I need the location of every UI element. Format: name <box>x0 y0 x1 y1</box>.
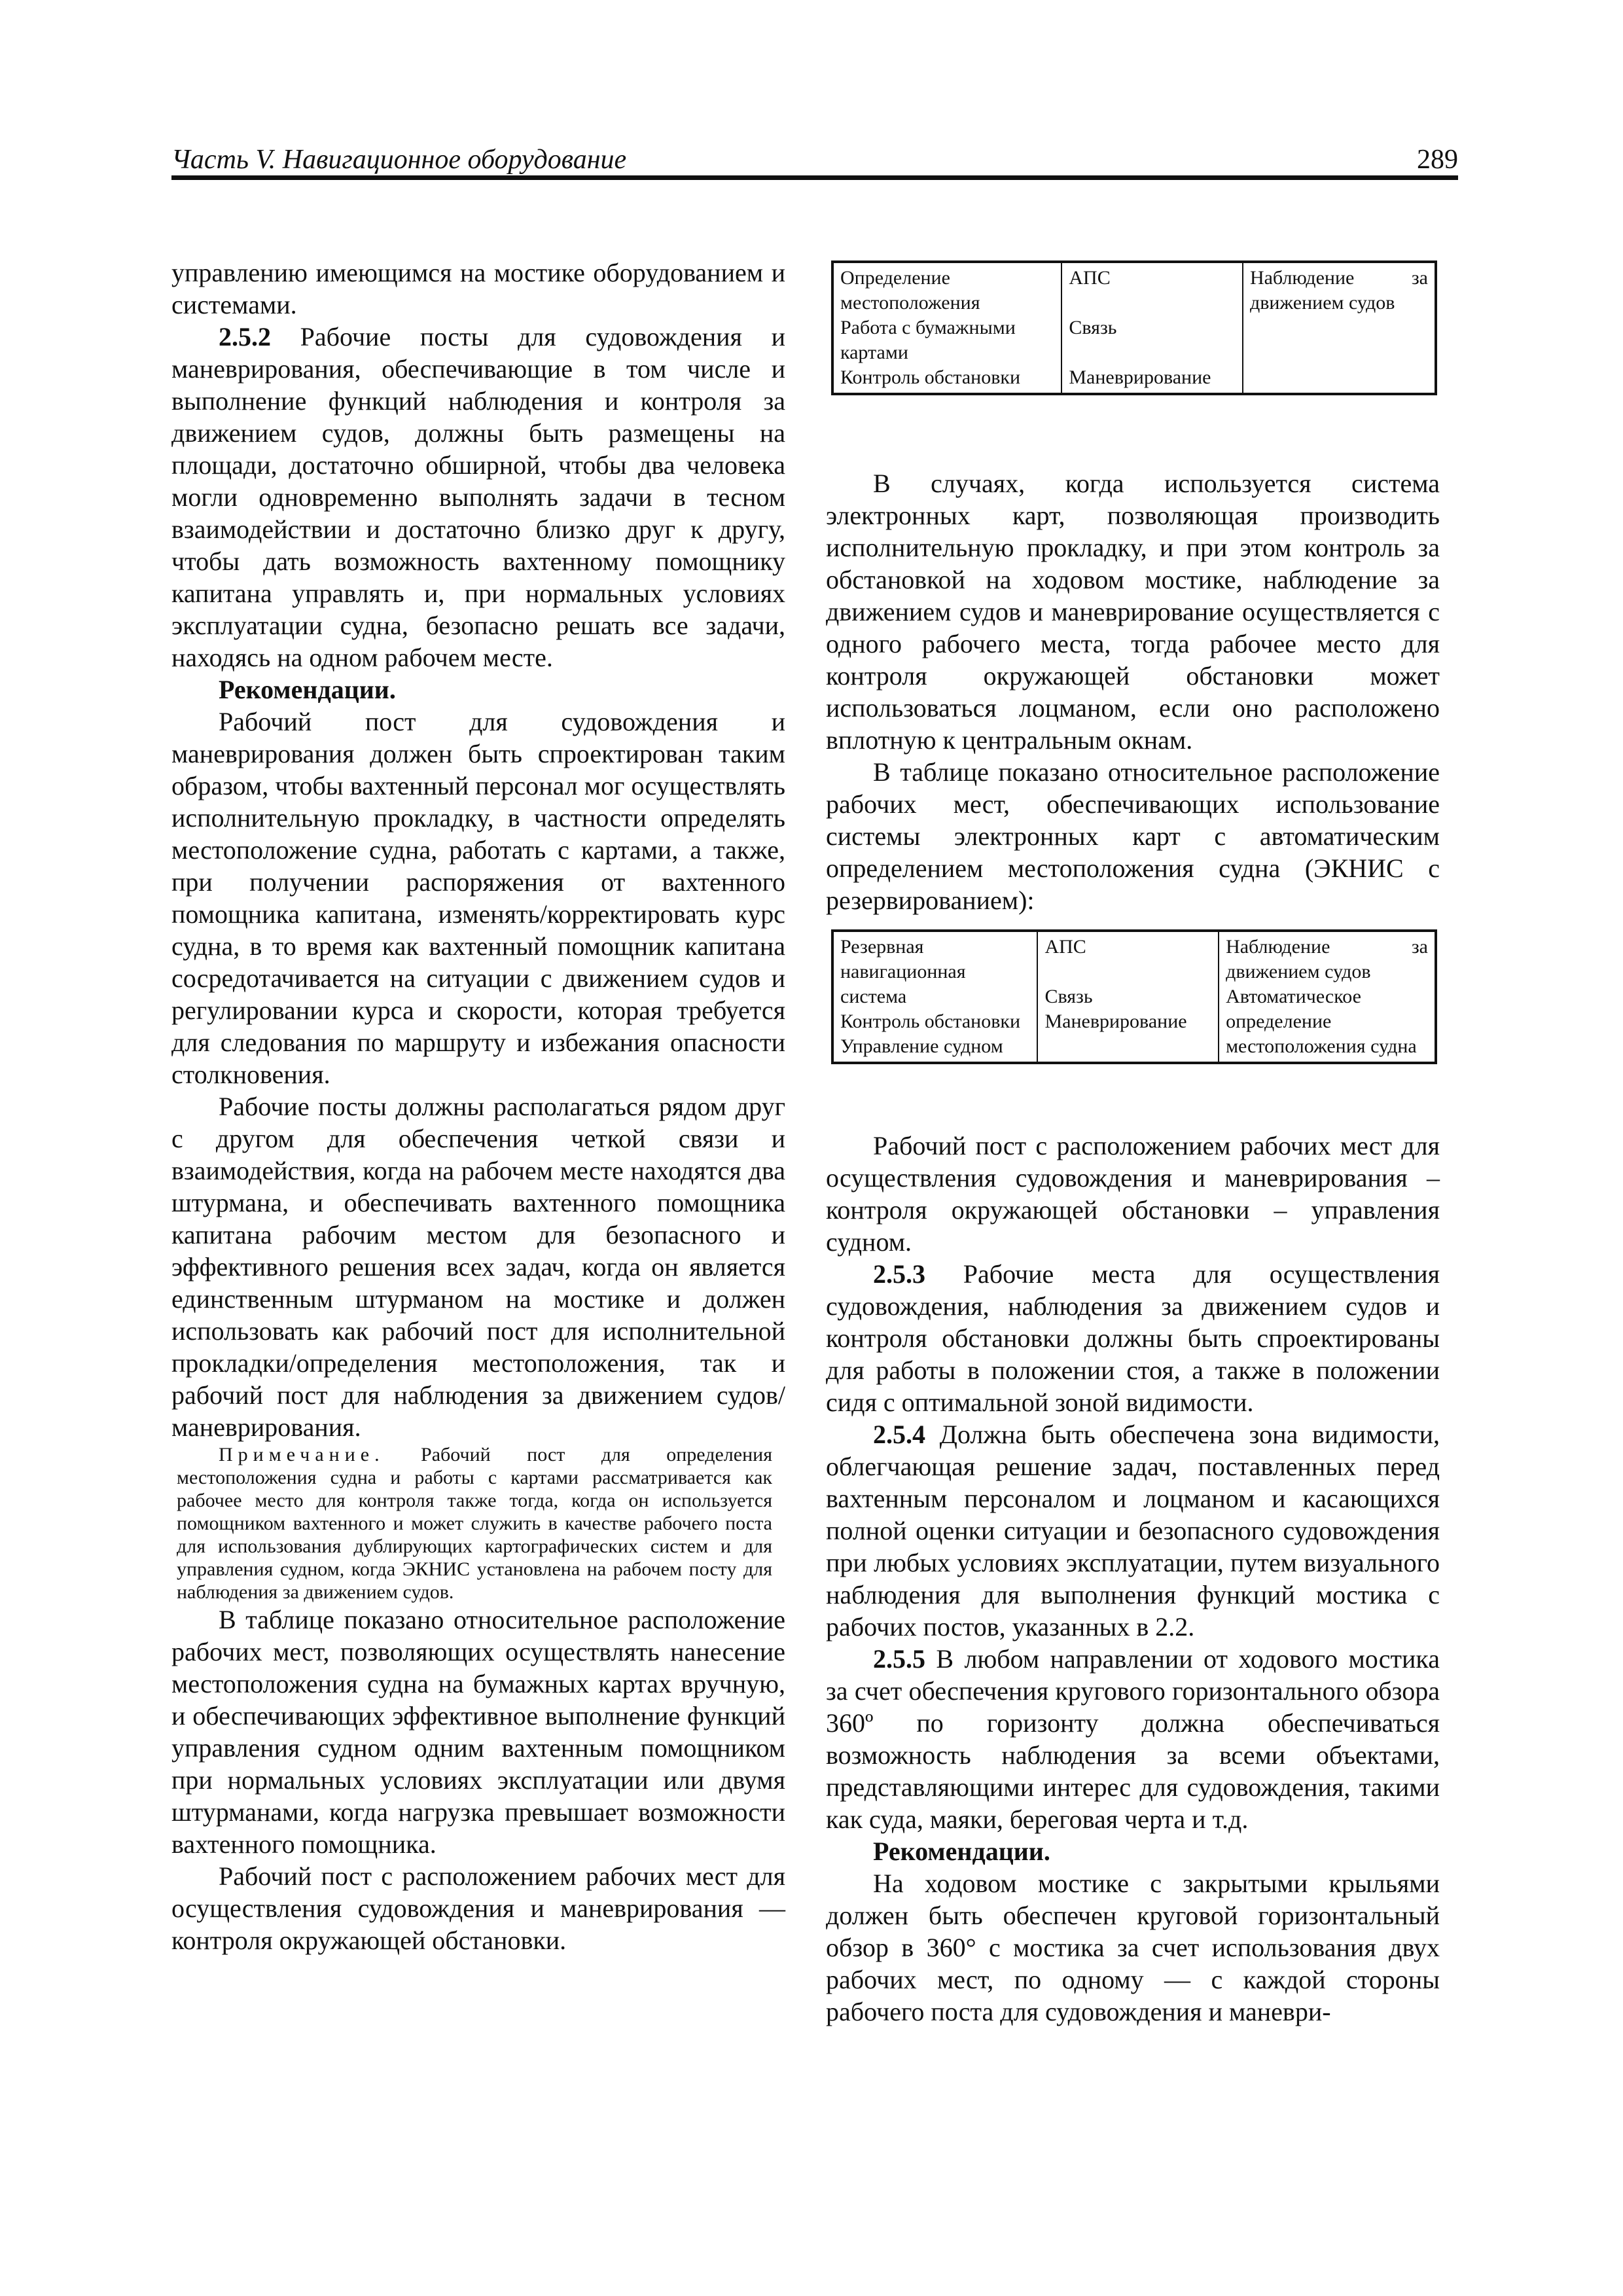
note-text: Рабочий пост для определения местоположения судна и работы с картами рассматривается как рабочее место для контроля также тогда, когда он используется помощником вахтенного и может служить в качестве рабочего поста для использования дублирующих картографических систем и для управления судном, когда ЭКНИС установлена на рабочем посту для наблюдения за движением судов. <box>177 1444 772 1603</box>
table-cell-line: Определение местоположения <box>840 267 980 314</box>
table-cell-line: Управление судном <box>840 1035 1003 1057</box>
section-number: 2.5.2 <box>219 322 271 351</box>
table-cell <box>832 262 1061 394</box>
section-text: В любом направлении от ходового мостика за счет обеспечения кругового горизонтального обзора 360º по горизонту должна обеспечиваться возможность наблюдения за всеми объектами, представляющими интерес для судовождения, такими как суда, маяки, береговая черта и т.д. <box>826 1644 1440 1834</box>
page-number: 289 <box>1417 145 1458 175</box>
table-cell-line: Маневрирование <box>1044 1011 1187 1032</box>
recommendations-heading: Рекомендации. <box>219 675 396 704</box>
table-cell <box>1219 931 1436 1063</box>
paragraph: Рабочий пост с расположением рабочих мест для осуществления судовождения и маневрирования — контроля окружающей обстановки. <box>171 1861 785 1955</box>
section-number: 2.5.4 <box>873 1420 925 1449</box>
table-cell <box>832 931 1037 1063</box>
section-text: Рабочие места для осуществления судовождения, наблюдения за движением судов и контроля обстановки должны быть спроектированы для работы в положении стоя, а также в положении сидя с оптимальной зоной видимости. <box>826 1259 1440 1417</box>
header-rule <box>171 175 1458 180</box>
paragraph: управлению имеющимся на мостике оборудованием и системами. <box>171 258 785 319</box>
section-number: 2.5.5 <box>873 1644 925 1674</box>
note-label: Примечание. <box>219 1444 385 1465</box>
paragraph: На ходовом мостике с закрытыми крыльями должен быть обеспечен круговой горизонтальный обзор в 360° с мостика за счет использования двух рабочих мест, по одному — с каждой стороны рабочего поста для судовождения и маневри- <box>826 1869 1440 2026</box>
table-cell-line: Работа с бумажными картами <box>840 317 1016 363</box>
section-number: 2.5.3 <box>873 1259 925 1289</box>
section-text: Рабочие посты для судовождения и маневрирования, обеспечивающие в том числе и выполнение функций наблюдения и контроля за движением судов, должны быть размещены на площади, достаточно обширной, чтобы два человека могли одновременно выполнять задачи в тесном взаимодействии и достаточно близко друг к другу, чтобы дать возможность вахтенному помощнику капитана управлять и, при нормальных условиях эксплуатации судна, безопасно решать все задачи, находясь на одном рабочем месте. <box>171 322 785 672</box>
running-header-title: Часть V. Навигационное оборудование <box>171 145 627 175</box>
table-cell-line: АПС <box>1044 936 1086 958</box>
table-cell-line: Наблюдение за движением судов <box>1226 936 1428 982</box>
table-cell-line: Наблюдение за движением судов <box>1249 267 1428 314</box>
table-cell-line: Контроль обстановки <box>840 1011 1021 1032</box>
paragraph: В таблице показано относительное расположение рабочих мест, позволяющих осуществлять нанесение местоположения судна на бумажных картах вручную, и обеспечивающих эффективное выполнение функций управления судном одним вахтенным помощником при нормальных условиях эксплуатации или двумя штурманами, когда нагрузка превышает возможности вахтенного помощника. <box>171 1605 785 1859</box>
table-cell-line: Резервная навигационная система <box>840 936 966 1007</box>
paragraph: Рабочие посты должны располагаться рядом друг с другом для обеспечения четкой связи и взаимодействия, когда на рабочем месте находятся два штурмана, и обеспечивать вахтенного помощника капитана рабочим местом для безопасного и эффективного решения всех задач, когда он является единственным штурманом на мостике и должен использовать как рабочий пост для исполнительной прокладки/определения местоположения, так и рабочий пост для наблюдения за движением судов/маневрирования. <box>171 1092 785 1442</box>
note <box>171 1443 785 1604</box>
table-cell-line: Связь <box>1044 986 1093 1007</box>
table-cell-line: Автоматическое определение местоположения судна <box>1226 986 1417 1057</box>
section-text: Должна быть обеспечена зона видимости, облегчающая решение задач, поставленных перед вахтенным персоналом и лоцманом и касающихся полной оценки ситуации и безопасного судовождения при любых условиях эксплуатации, путем визуального наблюдения для выполнения функций мостика с рабочих постов, указанных в 2.2. <box>826 1420 1440 1641</box>
table-cell <box>1243 262 1436 394</box>
table-cell-line: Контроль обстановки <box>840 367 1021 388</box>
table-cell-line: АПС <box>1069 267 1111 289</box>
section-2-5-3 <box>826 1258 1440 1418</box>
paragraph: В случаях, когда используется система электронных карт, позволяющая производить исполнительную прокладку, и при этом контроль за обстановкой на ходовом мостике, наблюдение за движением судов и маневрирование осуществляется с одного рабочего места, тогда рабочее место для контроля окружающей обстановки может использоваться лоцманом, если оно расположено вплотную к центральным окнам. <box>826 469 1440 755</box>
paragraph: В таблице показано относительное расположение рабочих мест, обеспечивающих использование системы электронных карт с автоматическим определением местоположения судна (ЭКНИС с резервированием): <box>826 757 1440 915</box>
table-cell-line: Маневрирование <box>1069 367 1211 388</box>
table-cell <box>1061 262 1243 394</box>
recommendations-heading: Рекомендации. <box>873 1837 1050 1866</box>
workstation-table-ecdis <box>831 929 1437 1064</box>
right-column <box>826 257 1440 2028</box>
section-2-5-2 <box>171 321 785 673</box>
left-column <box>171 257 785 1956</box>
table-cell-line: Связь <box>1069 317 1117 338</box>
table-cell <box>1037 931 1219 1063</box>
paragraph: Рабочий пост с расположением рабочих мест для осуществления судовождения и маневрирования – контроля окружающей обстановки – управления судном. <box>826 1131 1440 1257</box>
workstation-table-paper-charts <box>831 260 1437 395</box>
section-2-5-4 <box>826 1418 1440 1643</box>
section-2-5-5 <box>826 1643 1440 1835</box>
paragraph: Рабочий пост для судовождения и маневрирования должен быть спроектирован таким образом, чтобы вахтенный персонал мог осуществлять исполнительную прокладку, в частности определять местоположение судна, работать с картами, а также, при получении распоряжения от вахтенного помощника капитана, изменять/корректировать курс судна, в то время как вахтенный помощник капитана сосредотачивается на ситуации с движением судов и регулировании курса и скорости, которая требуется для следования по маршруту и избежания опасности столкновения. <box>171 707 785 1089</box>
